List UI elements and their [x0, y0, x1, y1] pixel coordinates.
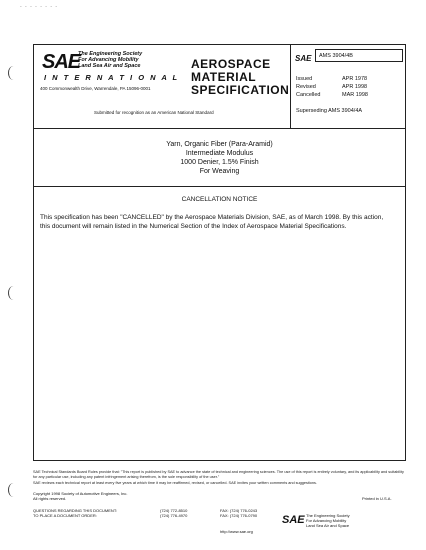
sae-footer-tagline: The Engineering Society For Advancing Mobility Land Sea Air and Space	[306, 513, 350, 528]
header-divider	[290, 45, 291, 128]
punch-hole-top	[8, 66, 19, 80]
date-revised: Revised APR 1998	[296, 84, 368, 90]
phone-2: (724) 776-4970	[160, 513, 188, 518]
all-rights: All rights reserved.	[33, 496, 67, 501]
sae-address: 400 Commonwealth Drive, Warrendale, PA 15096-0001	[40, 86, 151, 91]
fax-2: FAX: (724) 776-0790	[220, 513, 258, 518]
sae-logo: SAE	[42, 51, 81, 73]
document-header	[34, 45, 405, 129]
order-label: TO PLACE A DOCUMENT ORDER:	[33, 513, 97, 518]
sae-tagline: The Engineering Society For Advancing Mobility Land Sea Air and Space	[78, 51, 143, 69]
document-subject: Yarn, Organic Fiber (Para-Aramid) Intermediate Modulus 1000 Denier, 1.5% Finish For Weaving	[166, 141, 273, 175]
date-cancelled: Cancelled MAR 1998	[296, 92, 368, 98]
phone-1: (724) 772-8510	[160, 508, 188, 513]
footer-note-2: SAE reviews each technical report at least every five years at which time it may be reaffirmed, revised, or cancelled. SAE invites your written comments and suggestions.	[33, 481, 317, 485]
fax-1: FAX: (724) 776-0243	[220, 508, 258, 513]
document-frame	[33, 44, 406, 461]
sae-international: I N T E R N A T I O N A L	[44, 73, 180, 82]
website: http://www.sae.org	[220, 529, 253, 534]
punch-hole-middle	[8, 286, 19, 300]
footer-note-1: SAE Technical Standards Board Rules provide that: "This report is published by SAE to advance the state of technical and engineering sciences. The use of this report is entirely voluntary, and its applicability and suitability for any particular use, including any patent infringement arising therefrom, is the sole responsibility of the user."	[33, 470, 404, 479]
copyright: Copyright 1998 Society of Automotive Engineers, Inc.	[33, 491, 128, 496]
document-title: AEROSPACE MATERIAL SPECIFICATION	[191, 57, 290, 97]
cancellation-heading: CANCELLATION NOTICE	[181, 196, 258, 203]
punch-hole-bottom	[8, 483, 19, 497]
questions-label: QUESTIONS REGARDING THIS DOCUMENT:	[33, 508, 117, 513]
date-issued: Issued APR 1978	[296, 76, 368, 82]
printed-in: Printed in U.S.A.	[362, 496, 392, 501]
sae-footer-logo: SAE	[282, 514, 305, 526]
cancellation-body: This specification has been "CANCELLED" by the Aerospace Materials Division, SAE, as of March 1998. By this action, this document will remain listed in the Numerical Section of the Index of Aerospace Material Specifications.	[40, 214, 384, 230]
superseding-note: Superseding AMS 3904/4A	[296, 108, 363, 114]
document-dates	[296, 75, 368, 99]
submitted-note: Submitted for recognition as an American National Standard	[94, 110, 214, 115]
page-marks: - - - - - - - -	[20, 4, 59, 10]
section-divider	[34, 186, 405, 187]
ams-number: AMS 3904/4B	[315, 49, 403, 62]
sae-small-logo: SAE	[295, 54, 312, 63]
